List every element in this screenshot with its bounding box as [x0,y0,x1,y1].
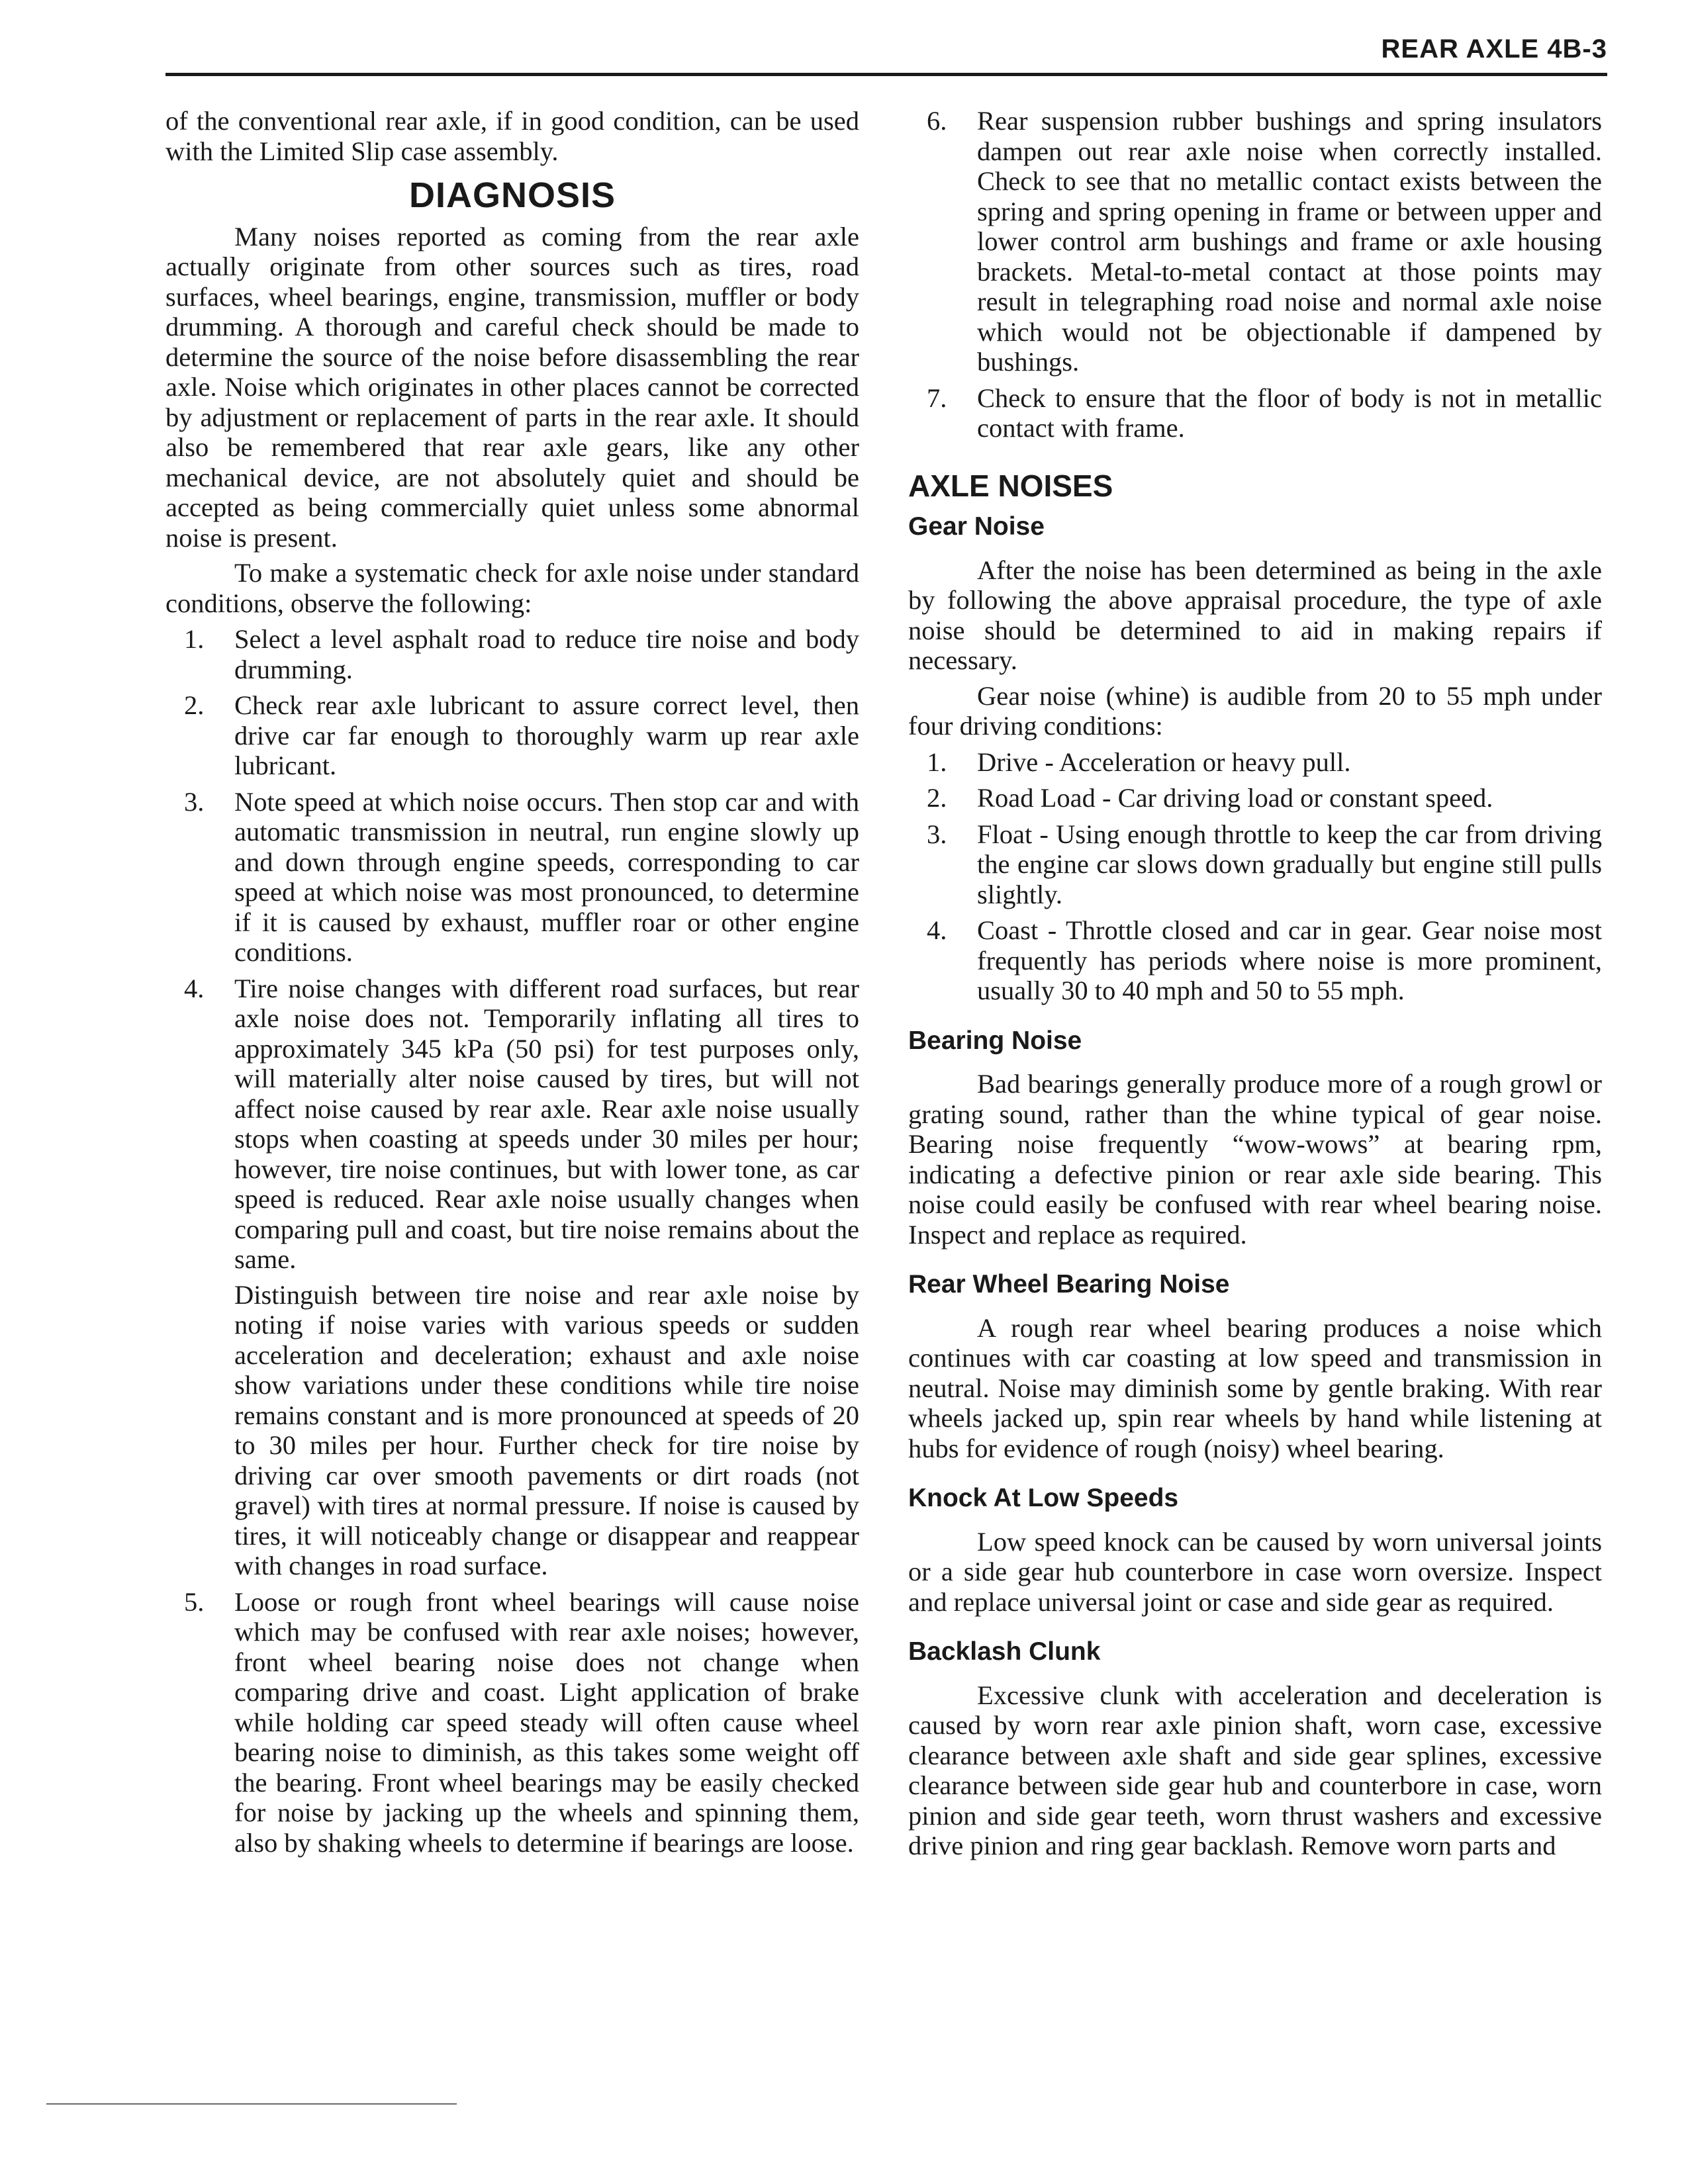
knock-at-low-speeds-heading: Knock At Low Speeds [908,1484,1179,1512]
list-item [908,383,1602,443]
left-column [165,106,859,1858]
list-item [165,624,859,684]
list-item-text: Drive - Acceleration or heavy pull. [977,747,1351,777]
rear-wheel-bearing-noise-paragraph: A rough rear wheel bearing produces a noise which continues with car coasting at low speed and transmission in neutral. Noise may diminish some by gentle braking. With rear wheels jacked up, spin rear wheels by hand while listening at hubs for evidence of rough (noisy) wheel bearing. [908,1312,1602,1463]
intro-paragraph: of the conventional rear axle, if in good condition, can be used with the Limited Slip case assembly. [165,106,859,166]
list-item-number: 4. [184,973,205,1003]
backlash-clunk-paragraph: Excessive clunk with acceleration and deceleration is caused by worn rear axle pinion shaft, worn case, excessive clearance between axle shaft and side gear splines, excessive clearance between side gear hub and counterbore in case, worn pinion and side gear teeth, worn thrust washers and excessive drive pinion and ring gear backlash. Remove worn parts and [908,1680,1602,1860]
list-item-text: Check to ensure that the floor of body is not in metallic contact with frame. [977,383,1602,443]
knock-at-low-speeds-paragraph: Low speed knock can be caused by worn universal joints or a side gear hub counterbore in case worn oversize. Inspect and replace universal joint or case and side gear as required. [908,1526,1602,1617]
list-item-text: Float - Using enough throttle to keep the car from driving the engine car slows down gradually but engine still pulls slightly. [977,819,1602,909]
list-item-text: Select a level asphalt road to reduce tire noise and body drumming. [234,624,859,684]
list-item-text: Rear suspension rubber bushings and spring insulators dampen out rear axle noise when correctly installed. Check to see that no metallic contact exists between the spring and spring opening in frame or between upper and lower control arm bushings and frame or axle housing brackets. Metal-to-metal contact at those points may result in telegraphing road noise and normal axle noise which would not be objectionable if dampened by bushings. [977,106,1602,377]
list-item [908,106,1602,377]
list-item [165,787,859,968]
right-column [908,106,1602,1861]
list-item-number: 3. [927,819,947,849]
bearing-noise-paragraph: Bad bearings generally produce more of a rough growl or grating sound, rather than the whine typical of gear noise. Bearing noise frequently “wow-wows” at bearing rpm, indicating a defective pinion or rear axle side bearing. This noise could easily be confused with rear wheel bearing noise. Inspect and replace as required. [908,1069,1602,1250]
list-item-number: 5. [184,1586,205,1617]
list-item-number: 7. [927,383,947,413]
backlash-clunk-heading: Backlash Clunk [908,1637,1101,1666]
list-item-number: 2. [184,690,205,720]
list-item-text: Loose or rough front wheel bearings will cause noise which may be confused with rear axle noises; however, front wheel bearing noise does not change when comparing drive and coast. Light application of brake while holding car speed steady will often cause wheel bearing noise to diminish, as this takes some weight off the bearing. Front wheel bearings may be easily checked for noise by jacking up the wheels and spinning them, also by shaking wheels to determine if bearings are loose. [234,1586,859,1858]
list-item-number: 6. [927,106,947,136]
list-item-text: Note speed at which noise occurs. Then stop car and with automatic transmission in neutral, run engine slowly up and down through engine speeds, corresponding to car speed at which noise was most pronounced, to determine if it is caused by exhaust, muffler roar or other engine conditions. [234,786,859,967]
list-item-number: 4. [927,915,947,945]
list-item-text: Coast - Throttle closed and car in gear. Gear noise most frequently has periods where noise is more prominent, usually 30 to 40 mph and 50 to 55 mph. [977,915,1602,1005]
list-item-text: Check rear axle lubricant to assure correct level, then drive car far enough to thoroughly warm up rear axle lubricant. [234,690,859,780]
page-header-title: REAR AXLE 4B-3 [1381,34,1607,64]
axle-noises-heading: AXLE NOISES [908,468,1113,503]
list-item [908,915,1602,1006]
list-item [165,690,859,781]
list-item [908,819,1602,910]
list-item-number: 2. [927,783,947,813]
list-item-text-continued: Distinguish between tire noise and rear axle noise by noting if noise varies with various speeds or sudden acceleration and deceleration; exhaust and axle noise show variations under these conditions while tire noise remains constant and is more pronounced at speeds of 20 to 30 miles per hour. Further check for tire noise by driving car over smooth pavements or dirt roads (not gravel) with tires at normal pressure. If noise is caused by tires, it will noticeably change or disappear and reappear with changes in road surface. [234,1279,859,1580]
list-item [908,783,1602,813]
list-item [908,747,1602,778]
bearing-noise-heading: Bearing Noise [908,1026,1082,1055]
list-item-number: 3. [184,786,205,817]
gear-noise-paragraph-2: Gear noise (whine) is audible from 20 to 55 mph under four driving conditions: [908,680,1602,741]
list-item-text: Tire noise changes with different road surfaces, but rear axle noise does not. Temporarily inflating all tires to approximately 345 kPa (50 psi) for test purposes only, will materially alter noise caused by tires, but will not affect noise caused by rear axle. Rear axle noise usually stops when coasting at speeds under 30 miles per hour; however, tire noise continues, but with lower tone, as car speed is reduced. Rear axle noise usually changes when comparing pull and coast, but tire noise remains about the same. [234,973,859,1274]
gear-noise-heading: Gear Noise [908,512,1045,541]
page-header [165,34,1607,76]
list-item-text: Road Load - Car driving load or constant speed. [977,783,1493,813]
footer-rule [46,2103,457,2105]
diagnosis-paragraph-2: To make a systematic check for axle noise under standard conditions, observe the following: [165,558,859,618]
diagnosis-heading: DIAGNOSIS [408,175,616,215]
list-item [165,974,859,1581]
gear-noise-paragraph-1: After the noise has been determined as being in the axle by following the above appraisal procedure, the type of axle noise should be determined to aid in making repairs if necessary. [908,555,1602,675]
list-item-number: 1. [184,624,205,654]
list-item [165,1587,859,1858]
list-item-number: 1. [927,747,947,777]
rear-wheel-bearing-noise-heading: Rear Wheel Bearing Noise [908,1270,1230,1298]
diagnosis-paragraph-1: Many noises reported as coming from the rear axle actually originate from other sources such as tires, road surfaces, wheel bearings, engine, transmission, muffler or body drumming. A thorough and careful check should be made to determine the source of the noise before disassembling the rear axle. Noise which originates in other places cannot be corrected by adjustment or replacement of parts in the rear axle. It should also be remembered that rear axle gears, like any other mechanical device, are not absolutely quiet and should be accepted as being commercially quiet unless some abnormal noise is present. [165,221,859,553]
